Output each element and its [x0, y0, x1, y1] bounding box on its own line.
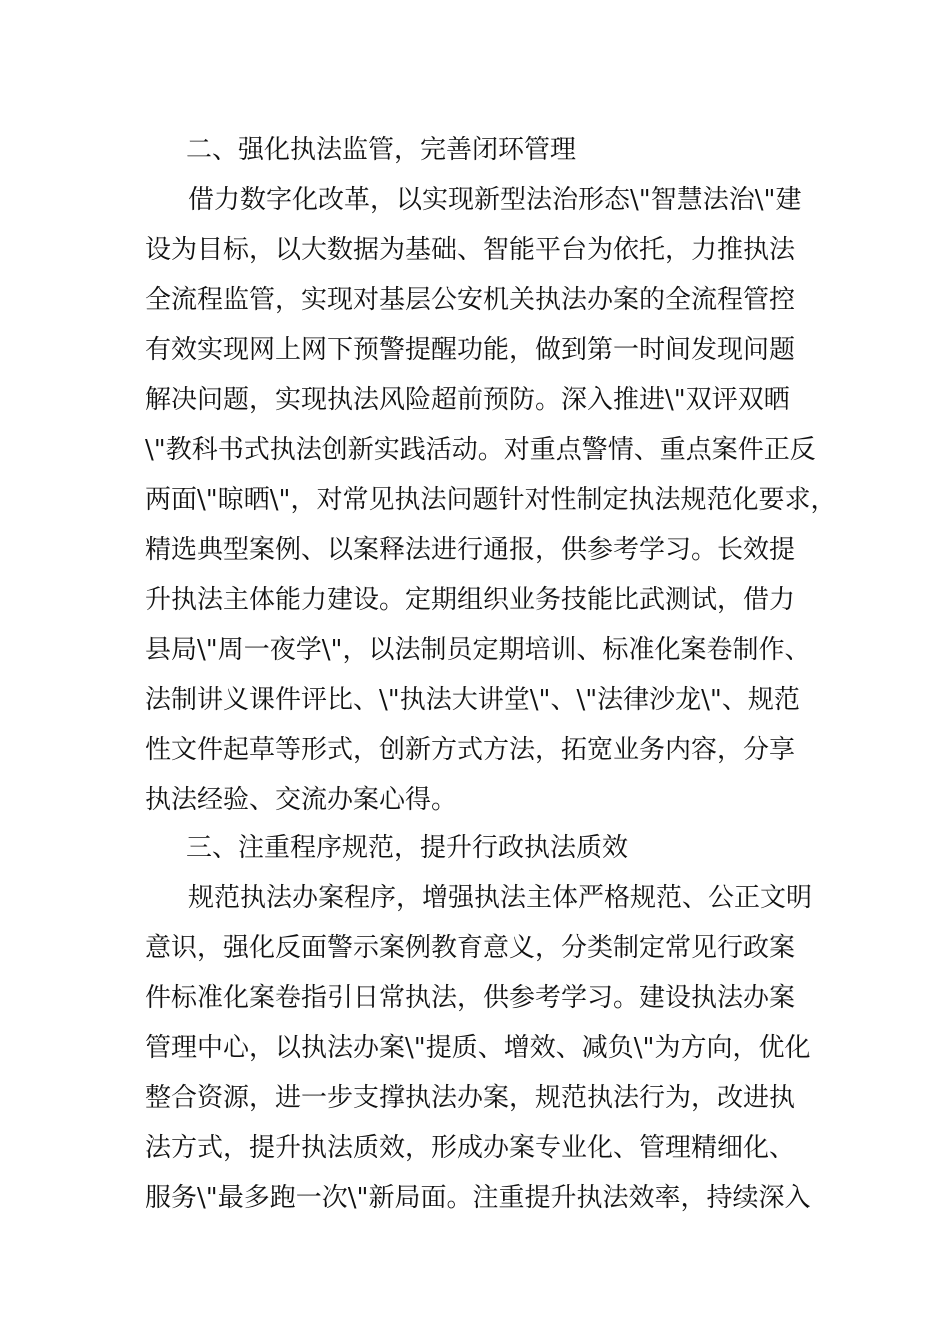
section-2-line-3: 全流程监管，实现对基层公安机关执法办案的全流程管控 [145, 285, 796, 315]
section-2-line-4: 有效实现网上网下预警提醒功能，做到第一时间发现问题 [145, 335, 796, 365]
section-3-line-4: 管理中心，以执法办案\"提质、增效、减负\"为方向，优化 [145, 1033, 811, 1063]
section-3-line-5: 整合资源，进一步支撑执法办案，规范执法行为，改进执 [145, 1083, 796, 1113]
section-3-line-6: 法方式，提升执法质效，形成办案专业化、管理精细化、 [145, 1133, 796, 1163]
section-2-line-1: 借力数字化改革，以实现新型法治形态\"智慧法治\"建 [188, 185, 802, 215]
section-2-line-8: 精选典型案例、以案释法进行通报，供参考学习。长效提 [145, 535, 796, 565]
section-2-line-7: 两面\"晾晒\"，对常见执法问题针对性制定执法规范化要求， [145, 485, 837, 515]
section-3-line-7: 服务\"最多跑一次\"新局面。注重提升执法效率，持续深入 [145, 1183, 811, 1213]
section-3-line-2: 意识，强化反面警示案例教育意义，分类制定常见行政案 [145, 933, 796, 963]
section-2-line-11: 法制讲义课件评比、\"执法大讲堂\"、\"法律沙龙\"、规范 [145, 685, 800, 715]
section-3-heading: 三、注重程序规范，提升行政执法质效 [186, 833, 629, 863]
section-3-line-3: 件标准化案卷指引日常执法，供参考学习。建设执法办案 [145, 983, 796, 1013]
section-3-line-1: 规范执法办案程序，增强执法主体严格规范、公正文明 [188, 883, 813, 913]
section-2-heading: 二、强化执法监管，完善闭环管理 [186, 135, 577, 165]
section-2-line-9: 升执法主体能力建设。定期组织业务技能比武测试，借力 [145, 585, 796, 615]
section-2-line-5: 解决问题，实现执法风险超前预防。深入推进\"双评双晒 [145, 385, 790, 415]
section-2-line-10: 县局\"周一夜学\"，以法制员定期培训、标准化案卷制作、 [145, 635, 811, 665]
section-2-line-13: 执法经验、交流办案心得。 [145, 785, 458, 815]
section-2-line-2: 设为目标，以大数据为基础、智能平台为依托，力推执法 [145, 235, 796, 265]
section-2-line-12: 性文件起草等形式，创新方式方法，拓宽业务内容，分享 [145, 735, 796, 765]
section-2-line-6: \"教科书式执法创新实践活动。对重点警情、重点案件正反 [145, 435, 816, 465]
